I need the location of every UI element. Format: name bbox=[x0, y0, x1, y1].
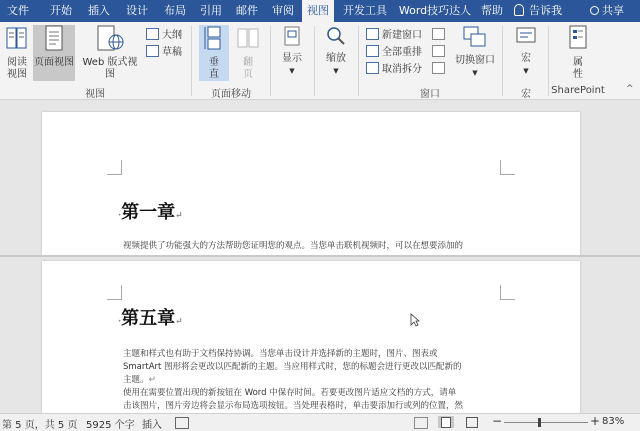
web-layout-view-icon[interactable] bbox=[464, 416, 480, 428]
new-window-icon bbox=[366, 28, 379, 40]
window-group-label: 窗口 bbox=[420, 89, 440, 100]
margin-corner-mark bbox=[107, 285, 122, 300]
side-to-side-button[interactable] bbox=[233, 25, 263, 81]
chevron-down-icon: ▼ bbox=[289, 67, 295, 75]
tab-layout[interactable]: 布局 bbox=[164, 4, 186, 17]
print-layout-view-icon[interactable] bbox=[438, 416, 454, 428]
document-page[interactable] bbox=[42, 261, 580, 413]
share-label: 共享 bbox=[602, 4, 624, 17]
zoom-in-button[interactable]: + bbox=[590, 414, 601, 428]
outline-label: 大纲 bbox=[162, 30, 182, 41]
page-movement-group-label: 页面移动 bbox=[211, 89, 251, 100]
magnifier-icon bbox=[325, 25, 347, 47]
split-label: 取消拆分 bbox=[382, 64, 422, 75]
insert-mode[interactable]: 插入 bbox=[142, 420, 162, 431]
chapter-heading: ·第五章↵ bbox=[118, 308, 183, 329]
show-label: 显示 bbox=[282, 53, 302, 64]
tab-file[interactable]: 文件 bbox=[7, 4, 29, 17]
group-divider bbox=[358, 26, 359, 96]
tell-me-label: 告诉我 bbox=[529, 4, 562, 17]
side-to-side-icon bbox=[237, 25, 259, 51]
properties-button[interactable] bbox=[560, 25, 596, 81]
tab-review[interactable]: 审阅 bbox=[272, 4, 294, 17]
macros-group-label: 宏 bbox=[521, 89, 531, 100]
show-icon bbox=[281, 25, 303, 47]
zoom-slider-thumb[interactable] bbox=[538, 418, 541, 427]
reset-position-button[interactable] bbox=[432, 62, 448, 76]
margin-corner-mark bbox=[500, 285, 515, 300]
chapter-heading: ·第一章↵ bbox=[118, 202, 183, 223]
print-layout-icon bbox=[43, 25, 65, 51]
outline-button[interactable] bbox=[146, 28, 182, 42]
word-count[interactable]: 5925 个字 bbox=[86, 420, 135, 431]
body-line: 主题。↵ bbox=[123, 375, 157, 385]
print-layout-label: 页面视图 bbox=[34, 57, 74, 68]
draft-button[interactable] bbox=[146, 45, 182, 59]
web-layout-label: Web 版式视图 bbox=[82, 57, 138, 80]
properties-label: 属性 bbox=[573, 57, 583, 80]
switch-windows-label: 切换窗口 bbox=[455, 55, 495, 66]
read-mode-view-icon[interactable] bbox=[414, 417, 428, 429]
chevron-down-icon: ▼ bbox=[333, 67, 339, 75]
ribbon-panel bbox=[0, 22, 640, 100]
status-bar bbox=[0, 413, 640, 431]
views-group-label: 视图 bbox=[85, 89, 105, 100]
tab-design[interactable]: 设计 bbox=[126, 4, 148, 17]
body-paragraph: 视频提供了功能强大的方法帮助您证明您的观点。当您单击联机视频时，可以在想要添加的 bbox=[123, 241, 464, 251]
person-icon bbox=[590, 6, 599, 15]
vertical-label: 垂直 bbox=[209, 57, 219, 80]
group-divider bbox=[314, 26, 315, 96]
vertical-button[interactable] bbox=[199, 25, 229, 81]
web-layout-icon bbox=[95, 25, 125, 51]
macro-record-icon[interactable] bbox=[175, 417, 189, 429]
zoom-label: 缩放 bbox=[326, 53, 346, 64]
switch-windows-button[interactable] bbox=[452, 25, 498, 79]
sync-scroll-button[interactable] bbox=[432, 45, 448, 59]
group-divider bbox=[191, 26, 192, 96]
zoom-out-button[interactable]: − bbox=[492, 414, 503, 428]
side-by-side-icon bbox=[432, 28, 445, 40]
draft-icon bbox=[146, 45, 159, 57]
tab-references[interactable]: 引用 bbox=[200, 4, 222, 17]
tab-home[interactable]: 开始 bbox=[50, 4, 72, 17]
read-mode-button[interactable] bbox=[3, 25, 31, 81]
macros-icon bbox=[515, 25, 537, 47]
group-divider bbox=[502, 26, 503, 96]
body-line: 击该图片，图片旁边将会显示布局选项按钮。当处理表格时，单击要添加行或列的位置，然 bbox=[123, 401, 464, 411]
split-button[interactable] bbox=[366, 62, 422, 76]
lightbulb-icon bbox=[514, 4, 524, 16]
chevron-down-icon: ▼ bbox=[523, 67, 529, 75]
read-mode-label: 阅读视图 bbox=[7, 57, 27, 80]
page-gap bbox=[0, 255, 640, 257]
body-line: 主题和样式也有助于文档保持协调。当您单击设计并选择新的主题时，图片、图表或 bbox=[123, 349, 438, 359]
tab-insert[interactable]: 插入 bbox=[88, 4, 110, 17]
tab-developer[interactable]: 开发工具 bbox=[343, 4, 387, 17]
arrange-all-icon bbox=[366, 45, 379, 57]
tab-help[interactable]: 帮助 bbox=[481, 4, 503, 17]
draft-label: 草稿 bbox=[162, 47, 182, 58]
macros-button[interactable] bbox=[510, 25, 542, 77]
group-divider bbox=[270, 26, 271, 96]
view-side-by-side-button[interactable] bbox=[432, 28, 448, 42]
reset-position-icon bbox=[432, 62, 445, 74]
margin-corner-mark bbox=[107, 160, 122, 175]
mouse-cursor-icon bbox=[410, 313, 420, 327]
zoom-level[interactable]: 83% bbox=[602, 416, 625, 427]
ribbon-tab-bar bbox=[0, 0, 640, 22]
print-layout-button[interactable] bbox=[33, 25, 75, 81]
show-button[interactable] bbox=[276, 25, 308, 77]
web-layout-button[interactable] bbox=[78, 25, 142, 81]
new-window-label: 新建窗口 bbox=[382, 30, 422, 41]
split-icon bbox=[366, 62, 379, 74]
body-line: 使用在需要位置出现的新按钮在 Word 中保存时间。若要更改图片适应文档的方式，请单 bbox=[123, 388, 457, 398]
zoom-button[interactable] bbox=[320, 25, 352, 77]
sharepoint-group-label: SharePoint bbox=[551, 85, 605, 96]
arrange-all-label: 全部重排 bbox=[382, 47, 422, 58]
tab-mailings[interactable]: 邮件 bbox=[236, 4, 258, 17]
body-paragraph bbox=[123, 348, 523, 413]
outline-icon bbox=[146, 28, 159, 40]
side-to-side-label: 翻页 bbox=[243, 57, 253, 80]
document-area[interactable] bbox=[0, 100, 640, 413]
switch-windows-icon bbox=[462, 25, 488, 49]
new-window-button[interactable] bbox=[366, 28, 422, 42]
tab-word-tips[interactable]: Word技巧达人 bbox=[398, 4, 472, 17]
read-mode-icon bbox=[6, 25, 28, 51]
sync-scroll-icon bbox=[432, 45, 445, 57]
document-page[interactable] bbox=[42, 112, 580, 255]
chevron-down-icon: ▼ bbox=[472, 69, 478, 77]
arrange-all-button[interactable] bbox=[366, 45, 422, 59]
macros-label: 宏 bbox=[521, 53, 531, 64]
vertical-scroll-icon bbox=[203, 25, 225, 51]
collapse-ribbon-icon[interactable]: ^ bbox=[626, 84, 634, 94]
zoom-slider[interactable] bbox=[504, 422, 588, 423]
margin-corner-mark bbox=[500, 160, 515, 175]
page-count[interactable]: 第 5 页，共 5 页 bbox=[2, 420, 78, 431]
properties-icon bbox=[567, 25, 589, 51]
body-line: SmartArt 图形将会更改以匹配新的主题。当应用样式时，您的标题会进行更改以匹配新的 bbox=[123, 362, 462, 372]
tab-view[interactable]: 视图 bbox=[302, 0, 334, 22]
share-button[interactable] bbox=[590, 0, 624, 22]
tell-me-box[interactable] bbox=[514, 0, 562, 22]
